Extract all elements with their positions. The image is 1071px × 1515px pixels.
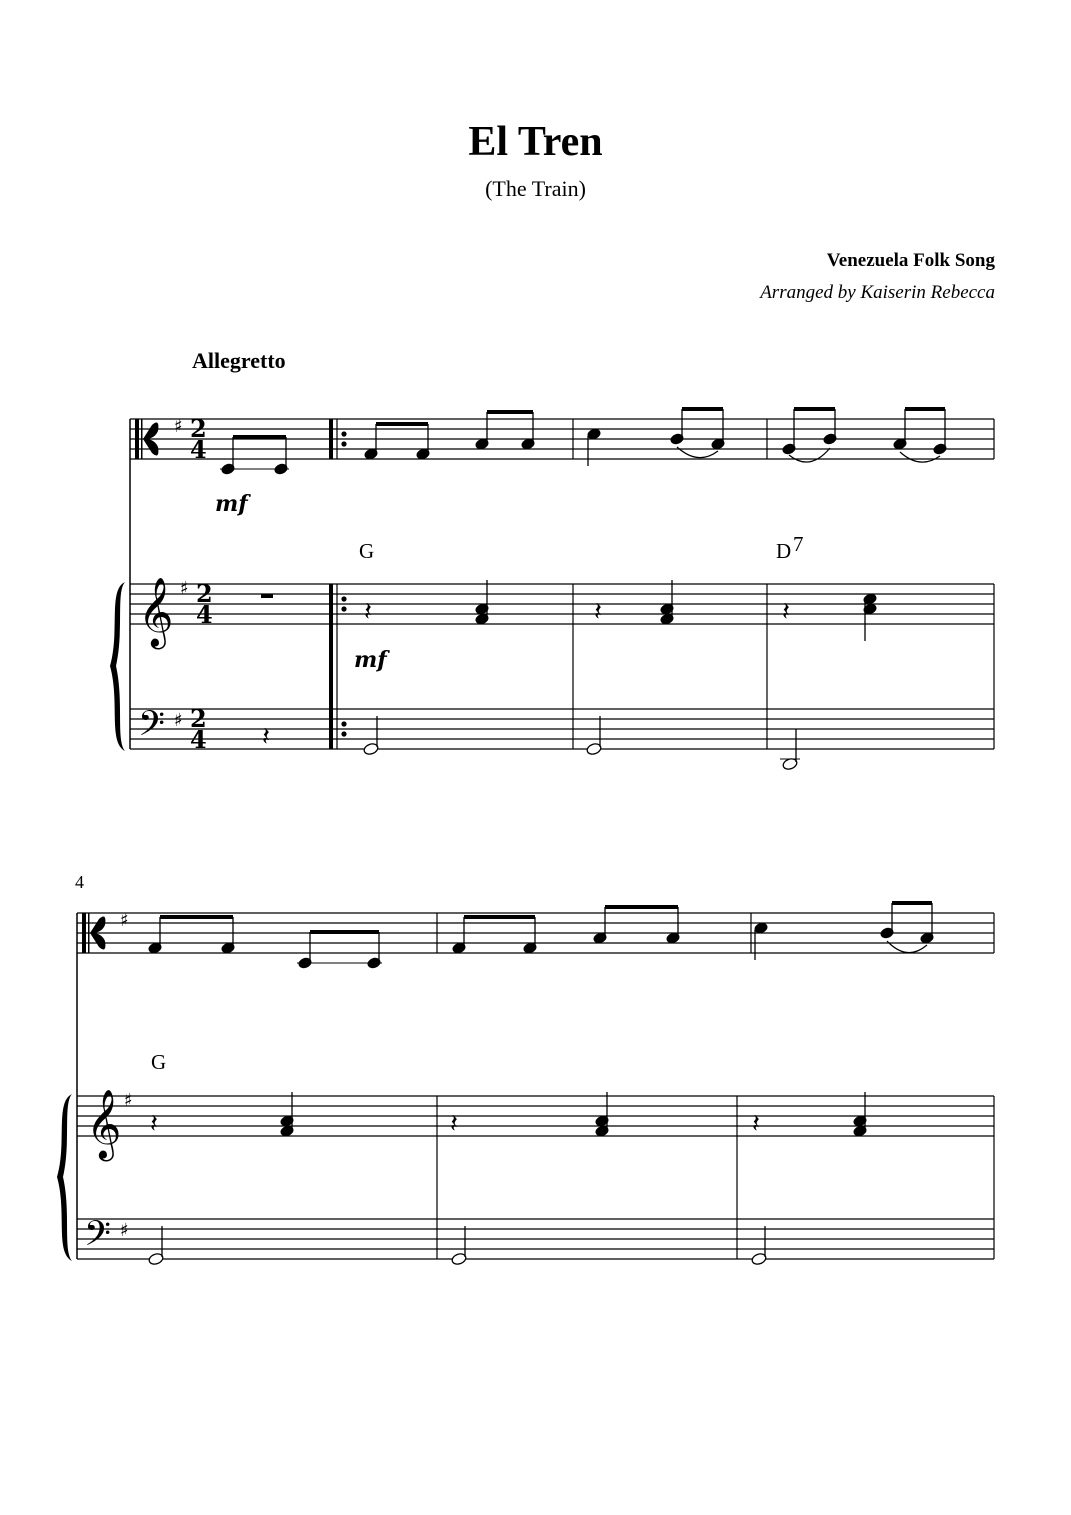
composer-credit: Venezuela Folk Song [826,250,995,271]
score-title: El Tren [468,119,603,165]
viola-notes-2 [148,901,934,969]
sharp-icon: ♯ [174,710,183,731]
svg-text:𝄽: 𝄽 [782,597,790,627]
score-subtitle: (The Train) [485,176,586,201]
bass-clef-icon: 𝄢 [84,1213,112,1262]
dynamic-mf: mf [215,491,248,517]
sharp-icon: ♯ [120,910,129,931]
svg-text:4: 4 [190,435,207,464]
svg-text:𝄽: 𝄽 [450,1109,458,1139]
sharp-icon: ♯ [180,578,189,599]
chord-symbol: G [151,1050,167,1074]
svg-text:4: 4 [196,600,213,629]
treble-clef-icon: 𝄞 [86,1089,122,1159]
tempo-marking: Allegretto [192,348,286,373]
bass-staff-2 [77,1219,994,1259]
chord-symbol-extension: 7 [793,532,804,556]
piano-brace [110,582,125,751]
piano-brace-2 [57,1094,72,1261]
piano-notes-1 [261,580,877,771]
svg-text:𝄽: 𝄽 [752,1109,760,1139]
svg-text:𝄽: 𝄽 [262,722,270,752]
svg-text:𝄽: 𝄽 [594,597,602,627]
svg-text:2: 2 [196,579,213,608]
measure-number: 4 [75,872,84,892]
sharp-icon: ♯ [174,416,183,437]
svg-text:4: 4 [190,725,207,754]
piano-notes-2 [148,1092,867,1266]
bass-clef-icon: 𝄢 [138,703,166,752]
svg-text:𝄽: 𝄽 [150,1109,158,1139]
bass-staff-1 [130,709,994,749]
chord-symbol-root: D [776,539,792,563]
svg-text:2: 2 [190,704,207,733]
svg-text:𝄽: 𝄽 [364,597,372,627]
dynamic-mf: mf [354,647,387,673]
chord-symbol: G [359,539,375,563]
treble-clef-icon: 𝄞 [138,577,174,647]
svg-text:2: 2 [190,414,207,443]
sharp-icon: ♯ [124,1090,133,1111]
arranger-credit: Arranged by Kaiserin Rebecca [760,282,995,303]
sharp-icon: ♯ [120,1220,129,1241]
